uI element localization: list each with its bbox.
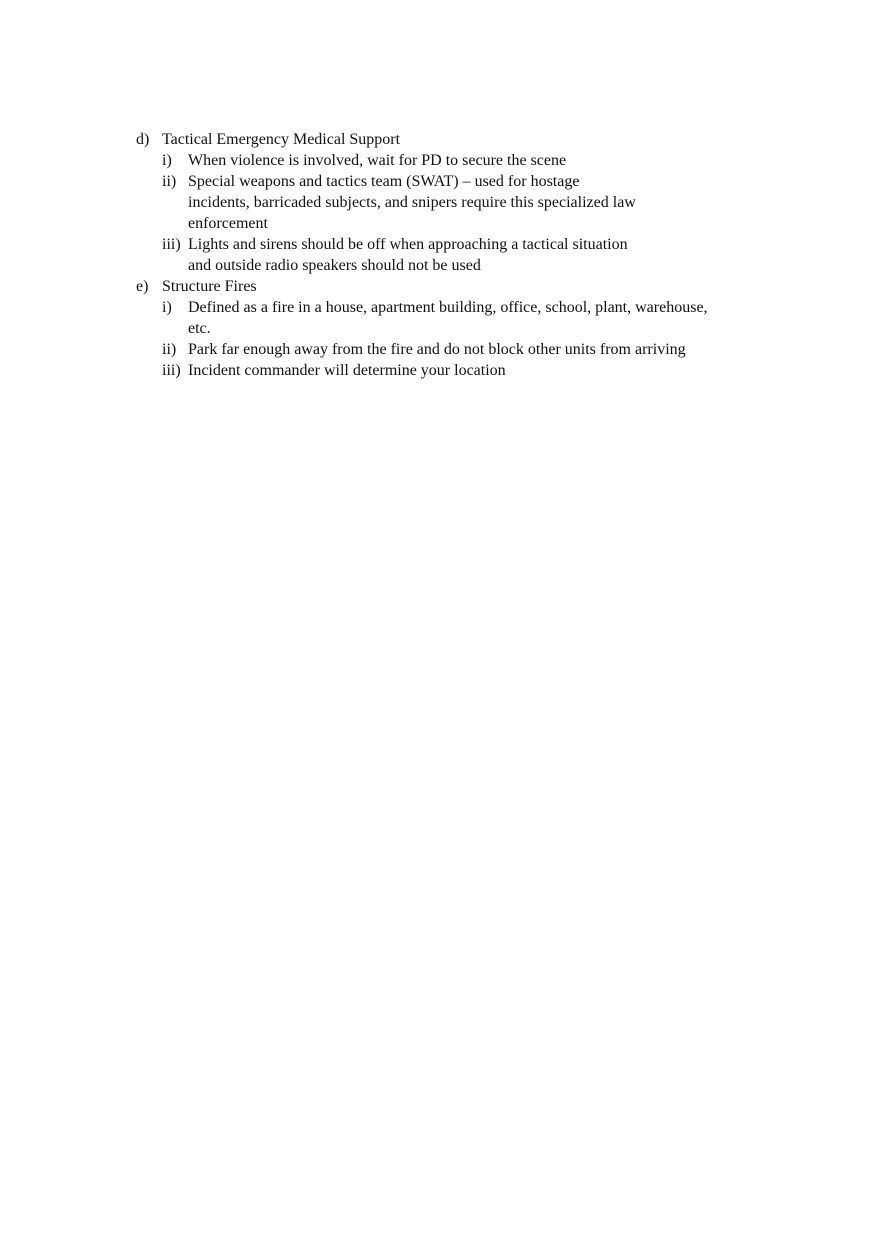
item-line: Defined as a fire in a house, apartment building, office, school, plant, warehouse,	[188, 299, 708, 316]
section-tactical-ems	[136, 129, 776, 276]
item-marker: ii)	[162, 341, 177, 358]
item-marker: ii)	[162, 173, 177, 190]
list-item	[162, 360, 776, 381]
outline-list	[136, 129, 776, 381]
list-item	[162, 339, 776, 360]
section-heading	[136, 129, 776, 150]
item-line: etc.	[188, 320, 211, 337]
sublist	[162, 150, 776, 276]
item-text	[188, 339, 768, 360]
item-line: When violence is involved, wait for PD to secure the scene	[188, 152, 567, 169]
item-marker: i)	[162, 299, 172, 316]
item-line: Special weapons and tactics team (SWAT) – used for hostage	[188, 173, 580, 190]
item-text	[188, 234, 768, 276]
item-text	[188, 171, 768, 234]
sublist	[162, 297, 776, 381]
item-line: and outside radio speakers should not be used	[188, 257, 481, 274]
section-heading	[136, 276, 776, 297]
section-title: Tactical Emergency Medical Support	[162, 131, 401, 148]
item-line: incidents, barricaded subjects, and snipers require this specialized law	[188, 194, 636, 211]
section-marker: d)	[136, 131, 150, 148]
item-text	[188, 360, 768, 381]
item-text	[188, 297, 768, 339]
item-line: Park far enough away from the fire and do not block other units from arriving	[188, 341, 686, 358]
list-item	[162, 297, 776, 339]
item-marker: iii)	[162, 362, 181, 379]
item-marker: iii)	[162, 236, 181, 253]
item-marker: i)	[162, 152, 172, 169]
section-title: Structure Fires	[162, 278, 257, 295]
list-item	[162, 150, 776, 171]
item-text	[188, 150, 768, 171]
list-item	[162, 234, 776, 276]
section-structure-fires	[136, 276, 776, 381]
item-line: Lights and sirens should be off when approaching a tactical situation	[188, 236, 628, 253]
item-line: Incident commander will determine your location	[188, 362, 506, 379]
list-item	[162, 171, 776, 234]
section-marker: e)	[136, 278, 149, 295]
item-line: enforcement	[188, 215, 268, 232]
